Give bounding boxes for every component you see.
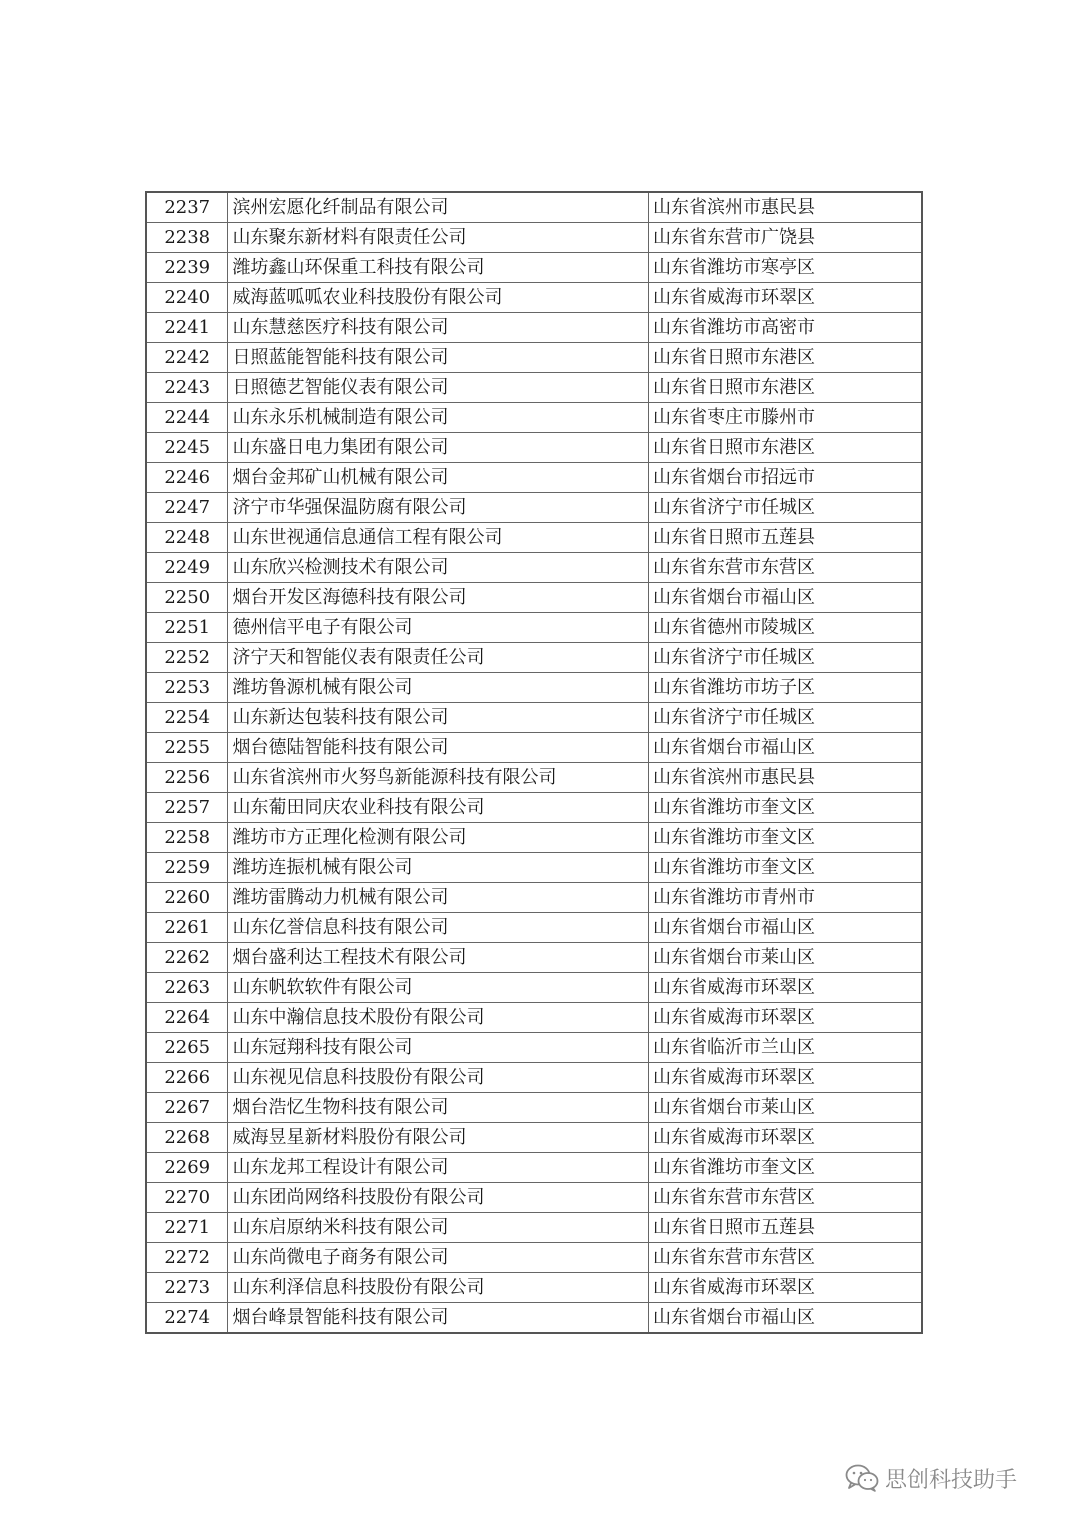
- watermark: [845, 1456, 1017, 1500]
- company-location: 山东省烟台市福山区: [649, 1303, 922, 1334]
- company-name: 济宁天和智能仪表有限责任公司: [228, 643, 649, 673]
- company-location: 山东省潍坊市奎文区: [649, 823, 922, 853]
- row-number: 2244: [146, 403, 228, 433]
- company-name: 山东省滨州市火努鸟新能源科技有限公司: [228, 763, 649, 793]
- table-row: [146, 1123, 922, 1153]
- row-number: 2237: [146, 192, 228, 223]
- company-name: 潍坊雷腾动力机械有限公司: [228, 883, 649, 913]
- row-number: 2262: [146, 943, 228, 973]
- table-row: [146, 1303, 922, 1334]
- company-name: 日照德艺智能仪表有限公司: [228, 373, 649, 403]
- company-name: 山东慧慈医疗科技有限公司: [228, 313, 649, 343]
- row-number: 2259: [146, 853, 228, 883]
- row-number: 2254: [146, 703, 228, 733]
- table-row: [146, 1153, 922, 1183]
- row-number: 2253: [146, 673, 228, 703]
- company-location: 山东省威海市环翠区: [649, 1063, 922, 1093]
- table-row: [146, 1003, 922, 1033]
- row-number: 2263: [146, 973, 228, 1003]
- row-number: 2271: [146, 1213, 228, 1243]
- row-number: 2272: [146, 1243, 228, 1273]
- company-name: 山东永乐机械制造有限公司: [228, 403, 649, 433]
- company-location: 山东省济宁市任城区: [649, 643, 922, 673]
- row-number: 2246: [146, 463, 228, 493]
- company-location: 山东省东营市东营区: [649, 1243, 922, 1273]
- company-location: 山东省临沂市兰山区: [649, 1033, 922, 1063]
- wechat-icon: [845, 1464, 879, 1492]
- row-number: 2247: [146, 493, 228, 523]
- table-row: [146, 1243, 922, 1273]
- company-name: 山东视见信息科技股份有限公司: [228, 1063, 649, 1093]
- watermark-text: 思创科技助手: [885, 1467, 1018, 1493]
- company-location: 山东省日照市东港区: [649, 343, 922, 373]
- row-number: 2238: [146, 223, 228, 253]
- table-row: [146, 1063, 922, 1093]
- company-name: 德州信平电子有限公司: [228, 613, 649, 643]
- table-row: [146, 283, 922, 313]
- company-name: 烟台浩忆生物科技有限公司: [228, 1093, 649, 1123]
- company-location: 山东省潍坊市寒亭区: [649, 253, 922, 283]
- row-number: 2273: [146, 1273, 228, 1303]
- company-location: 山东省日照市东港区: [649, 433, 922, 463]
- row-number: 2266: [146, 1063, 228, 1093]
- table-row: [146, 883, 922, 913]
- company-location: 山东省日照市东港区: [649, 373, 922, 403]
- row-number: 2257: [146, 793, 228, 823]
- company-name: 山东中瀚信息技术股份有限公司: [228, 1003, 649, 1033]
- company-location: 山东省潍坊市青州市: [649, 883, 922, 913]
- table-row: [146, 192, 922, 223]
- company-name: 日照蓝能智能科技有限公司: [228, 343, 649, 373]
- company-name: 山东冠翔科技有限公司: [228, 1033, 649, 1063]
- company-list-table: [145, 191, 923, 1334]
- company-location: 山东省烟台市福山区: [649, 913, 922, 943]
- table-row: [146, 643, 922, 673]
- table-row: [146, 523, 922, 553]
- company-name: 滨州宏愿化纤制品有限公司: [228, 192, 649, 223]
- company-name: 山东聚东新材料有限责任公司: [228, 223, 649, 253]
- row-number: 2250: [146, 583, 228, 613]
- row-number: 2245: [146, 433, 228, 463]
- company-name: 山东新达包装科技有限公司: [228, 703, 649, 733]
- table-row: [146, 1093, 922, 1123]
- row-number: 2258: [146, 823, 228, 853]
- company-name: 潍坊鲁源机械有限公司: [228, 673, 649, 703]
- company-location: 山东省东营市广饶县: [649, 223, 922, 253]
- company-name: 山东帆软软件有限公司: [228, 973, 649, 1003]
- row-number: 2248: [146, 523, 228, 553]
- table-row: [146, 493, 922, 523]
- company-location: 山东省滨州市惠民县: [649, 763, 922, 793]
- company-location: 山东省威海市环翠区: [649, 973, 922, 1003]
- company-location: 山东省烟台市招远市: [649, 463, 922, 493]
- company-name: 山东尚微电子商务有限公司: [228, 1243, 649, 1273]
- company-name: 山东葡田同庆农业科技有限公司: [228, 793, 649, 823]
- row-number: 2265: [146, 1033, 228, 1063]
- company-name: 烟台峰景智能科技有限公司: [228, 1303, 649, 1334]
- table-row: [146, 733, 922, 763]
- company-location: 山东省东营市东营区: [649, 553, 922, 583]
- company-name: 山东亿誉信息科技有限公司: [228, 913, 649, 943]
- company-location: 山东省滨州市惠民县: [649, 192, 922, 223]
- row-number: 2242: [146, 343, 228, 373]
- company-location: 山东省潍坊市高密市: [649, 313, 922, 343]
- company-name: 烟台德陆智能科技有限公司: [228, 733, 649, 763]
- company-name: 潍坊市方正理化检测有限公司: [228, 823, 649, 853]
- company-location: 山东省潍坊市坊子区: [649, 673, 922, 703]
- company-location: 山东省日照市五莲县: [649, 523, 922, 553]
- table-row: [146, 343, 922, 373]
- company-location: 山东省日照市五莲县: [649, 1213, 922, 1243]
- company-location: 山东省潍坊市奎文区: [649, 853, 922, 883]
- table-row: [146, 403, 922, 433]
- table-row: [146, 583, 922, 613]
- table-row: [146, 223, 922, 253]
- company-name: 山东启原纳米科技有限公司: [228, 1213, 649, 1243]
- company-location: 山东省威海市环翠区: [649, 1273, 922, 1303]
- company-name: 济宁市华强保温防腐有限公司: [228, 493, 649, 523]
- table-row: [146, 763, 922, 793]
- company-list-body: [146, 192, 922, 1333]
- table-row: [146, 1213, 922, 1243]
- table-row: [146, 913, 922, 943]
- company-name: 山东欣兴检测技术有限公司: [228, 553, 649, 583]
- company-location: 山东省威海市环翠区: [649, 283, 922, 313]
- table-row: [146, 1183, 922, 1213]
- row-number: 2270: [146, 1183, 228, 1213]
- row-number: 2241: [146, 313, 228, 343]
- company-name: 烟台金邦矿山机械有限公司: [228, 463, 649, 493]
- company-location: 山东省潍坊市奎文区: [649, 793, 922, 823]
- table-row: [146, 673, 922, 703]
- company-name: 山东利泽信息科技股份有限公司: [228, 1273, 649, 1303]
- company-name: 潍坊连振机械有限公司: [228, 853, 649, 883]
- company-location: 山东省烟台市莱山区: [649, 1093, 922, 1123]
- row-number: 2251: [146, 613, 228, 643]
- table-row: [146, 793, 922, 823]
- company-location: 山东省潍坊市奎文区: [649, 1153, 922, 1183]
- company-location: 山东省威海市环翠区: [649, 1003, 922, 1033]
- row-number: 2267: [146, 1093, 228, 1123]
- table-row: [146, 613, 922, 643]
- table-row: [146, 1273, 922, 1303]
- company-location: 山东省枣庄市滕州市: [649, 403, 922, 433]
- company-name: 烟台开发区海德科技有限公司: [228, 583, 649, 613]
- row-number: 2274: [146, 1303, 228, 1334]
- row-number: 2269: [146, 1153, 228, 1183]
- table-row: [146, 853, 922, 883]
- company-location: 山东省东营市东营区: [649, 1183, 922, 1213]
- row-number: 2255: [146, 733, 228, 763]
- table-row: [146, 253, 922, 283]
- company-name: 潍坊鑫山环保重工科技有限公司: [228, 253, 649, 283]
- table-row: [146, 373, 922, 403]
- row-number: 2268: [146, 1123, 228, 1153]
- company-location: 山东省烟台市莱山区: [649, 943, 922, 973]
- row-number: 2256: [146, 763, 228, 793]
- company-location: 山东省烟台市福山区: [649, 733, 922, 763]
- table-row: [146, 553, 922, 583]
- company-name: 威海昱星新材料股份有限公司: [228, 1123, 649, 1153]
- company-name: 烟台盛利达工程技术有限公司: [228, 943, 649, 973]
- row-number: 2240: [146, 283, 228, 313]
- table-row: [146, 1033, 922, 1063]
- company-location: 山东省德州市陵城区: [649, 613, 922, 643]
- company-name: 山东团尚网络科技股份有限公司: [228, 1183, 649, 1213]
- row-number: 2239: [146, 253, 228, 283]
- table-row: [146, 313, 922, 343]
- row-number: 2261: [146, 913, 228, 943]
- table-row: [146, 433, 922, 463]
- company-location: 山东省济宁市任城区: [649, 703, 922, 733]
- row-number: 2243: [146, 373, 228, 403]
- row-number: 2252: [146, 643, 228, 673]
- company-location: 山东省济宁市任城区: [649, 493, 922, 523]
- table-row: [146, 463, 922, 493]
- company-name: 山东龙邦工程设计有限公司: [228, 1153, 649, 1183]
- table-row: [146, 973, 922, 1003]
- company-name: 威海蓝呱呱农业科技股份有限公司: [228, 283, 649, 313]
- table-row: [146, 823, 922, 853]
- table-row: [146, 703, 922, 733]
- row-number: 2264: [146, 1003, 228, 1033]
- table-row: [146, 943, 922, 973]
- company-location: 山东省烟台市福山区: [649, 583, 922, 613]
- row-number: 2249: [146, 553, 228, 583]
- company-name: 山东世视通信息通信工程有限公司: [228, 523, 649, 553]
- row-number: 2260: [146, 883, 228, 913]
- company-location: 山东省威海市环翠区: [649, 1123, 922, 1153]
- company-name: 山东盛日电力集团有限公司: [228, 433, 649, 463]
